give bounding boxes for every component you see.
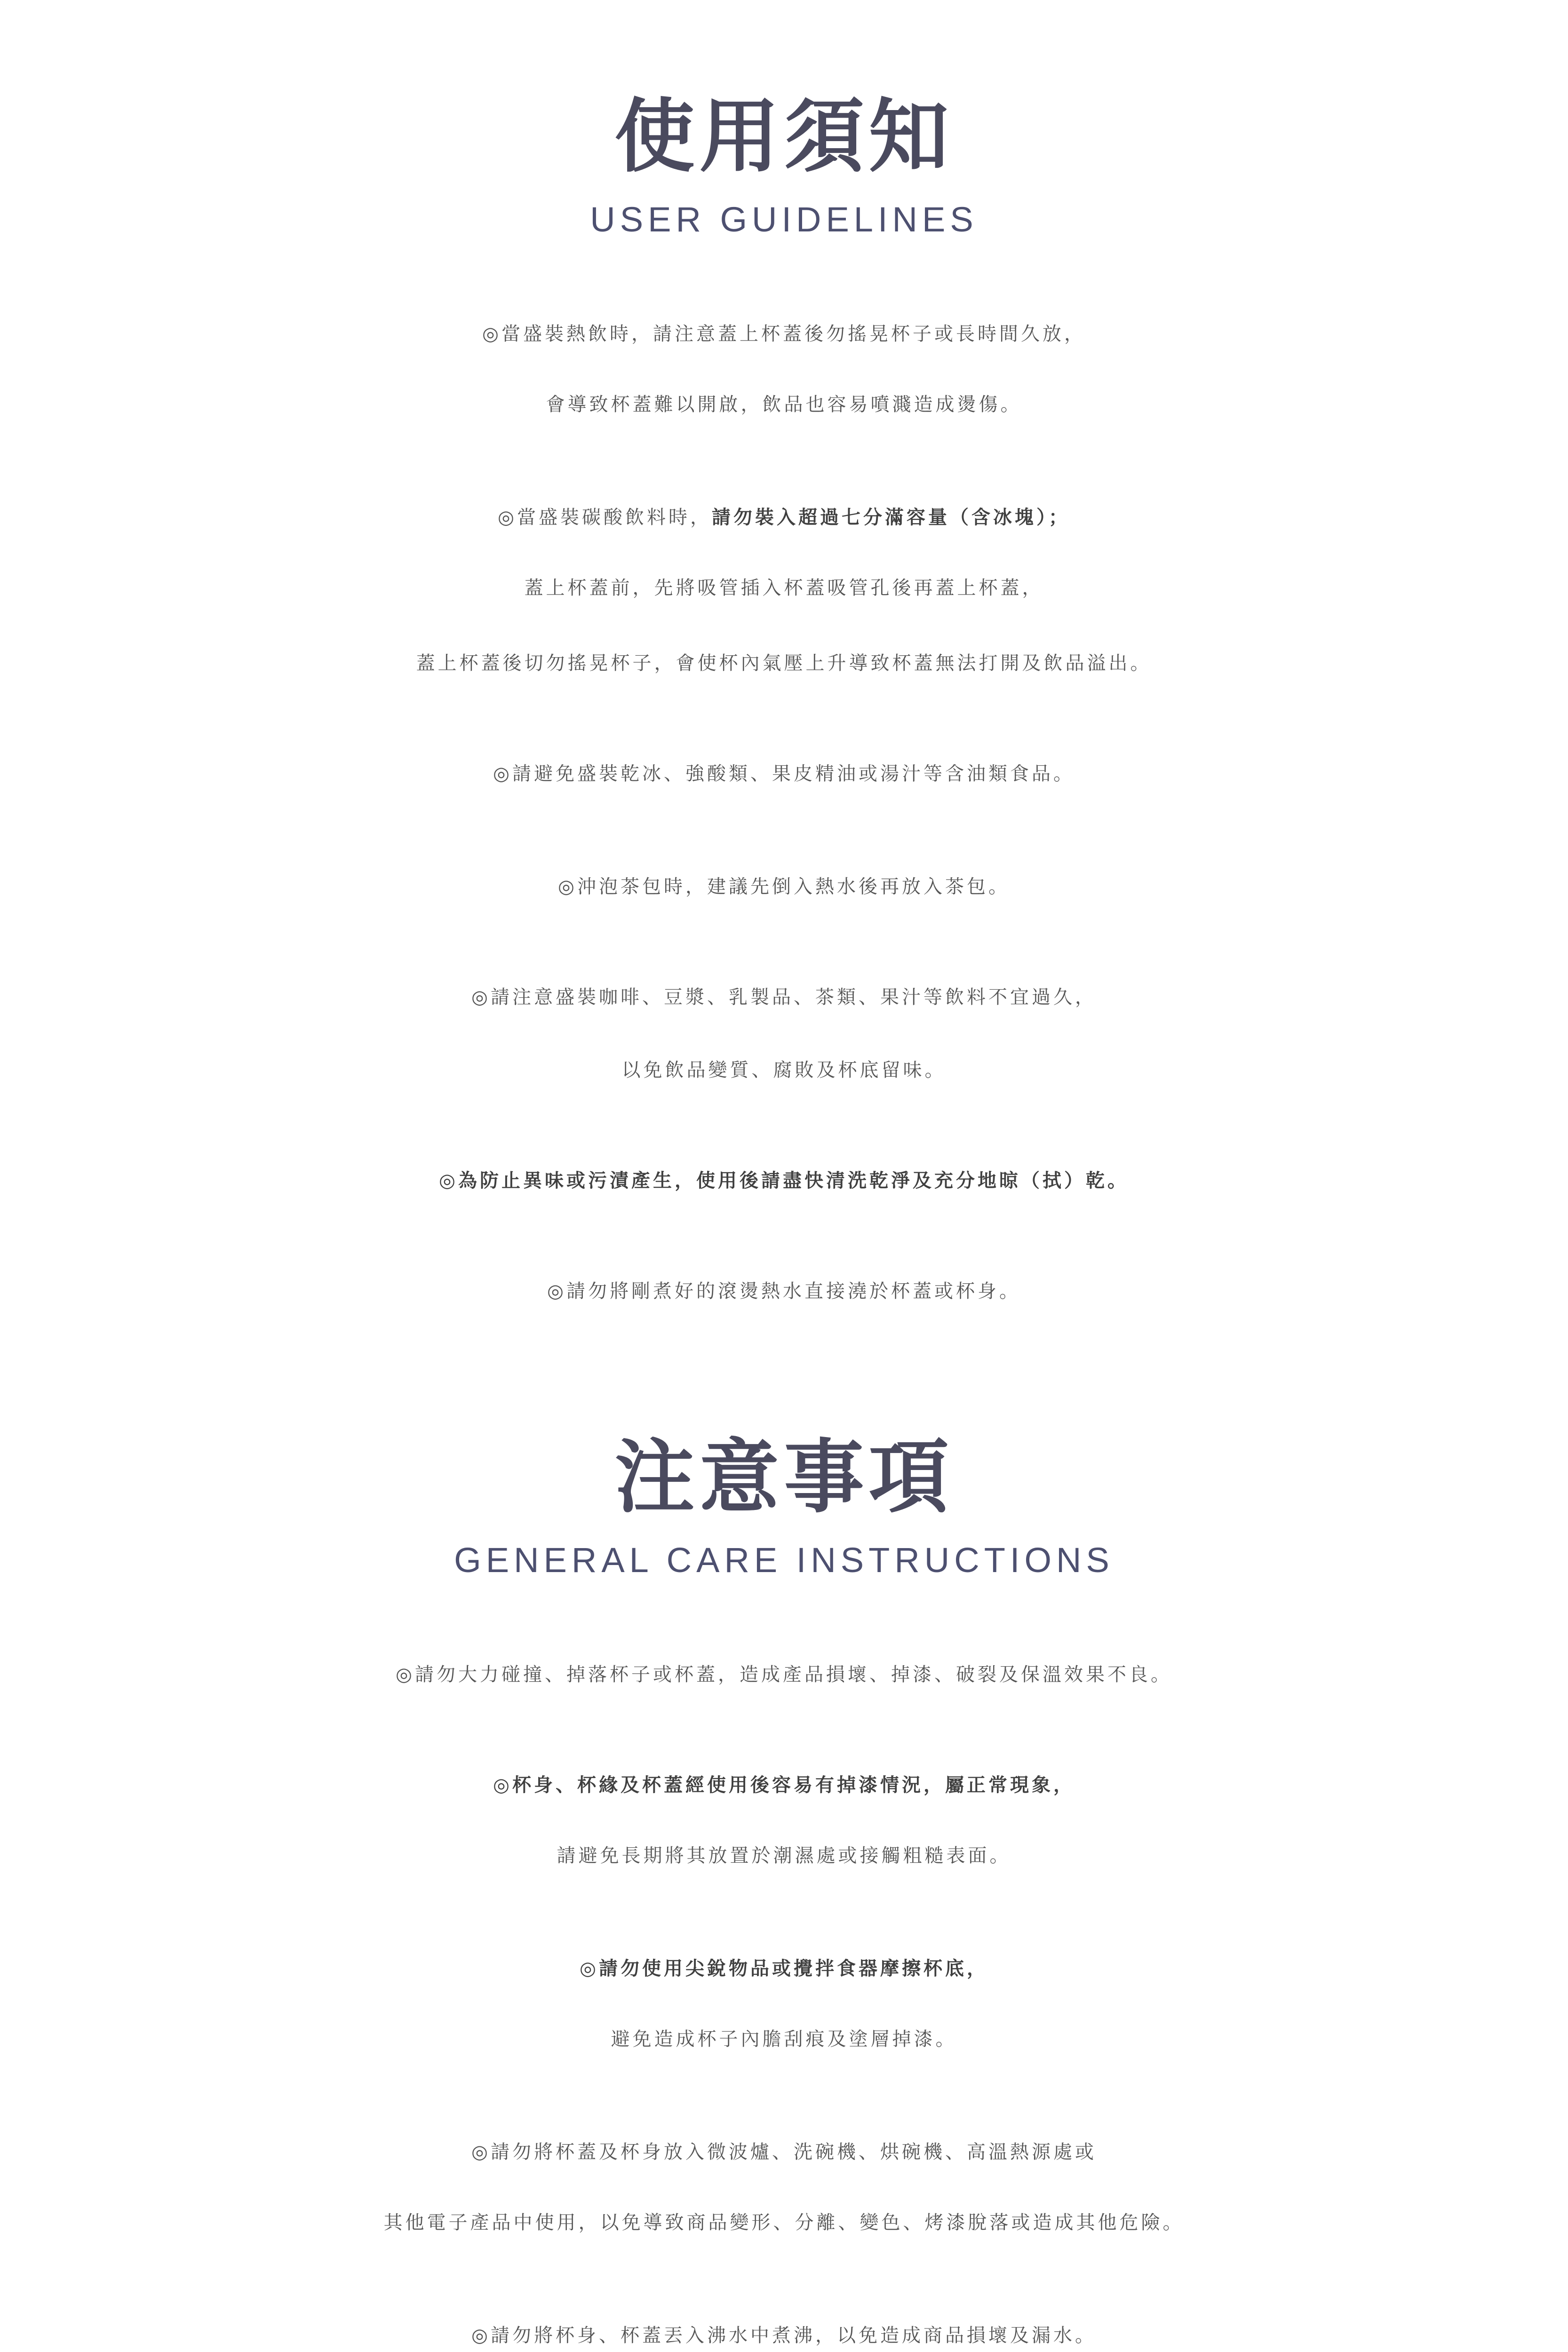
guideline-item-7-line-1: ◎請勿將剛煮好的滾燙熱水直接澆於杯蓋或杯身。 [547,1280,1021,1302]
guideline-item-1-line-1: ◎當盛裝熱飲時，請注意蓋上杯蓋後勿搖晃杯子或長時間久放， [482,323,1086,345]
guidelines-subtitle: USER GUIDELINES [590,200,978,239]
care-item-5-line-1: ◎請勿將杯身、杯蓋丟入沸水中煮沸，以免造成商品損壞及漏水。 [471,2325,1097,2346]
care-subtitle: GENERAL CARE INSTRUCTIONS [454,1541,1114,1580]
care-item-2-line-2: 請避免長期將其放置於潮濕處或接觸粗糙表面。 [557,1845,1011,1867]
guideline-item-2-line-2: 蓋上杯蓋前，先將吸管插入杯蓋吸管孔後再蓋上杯蓋， [524,577,1044,599]
guideline-item-1-line-2: 會導致杯蓋難以開啟，飲品也容易噴濺造成燙傷。 [546,394,1022,415]
guidelines-title: 使用須知 [614,89,954,183]
care-title: 注意事項 [614,1430,954,1524]
guideline-item-2-normal-text: ◎當盛裝碳酸飲料時， [498,507,712,528]
guideline-item-5-line-2: 以免飲品變質、腐敗及杯底留味。 [621,1059,947,1081]
guideline-item-2-line-1 [0,492,1568,543]
guideline-item-2-line-3: 蓋上杯蓋後切勿搖晃杯子，會使杯內氣壓上升導致杯蓋無法打開及飲品溢出。 [416,652,1152,674]
guideline-item-4-line-1: ◎沖泡茶包時，建議先倒入熱水後再放入茶包。 [558,876,1010,898]
care-item-4-line-1: ◎請勿將杯蓋及杯身放入微波爐、洗碗機、烘碗機、高溫熱源處或 [471,2141,1097,2163]
guideline-item-5-line-1: ◎請注意盛裝咖啡、豆漿、乳製品、茶類、果汁等飲料不宜過久， [471,986,1097,1008]
guideline-item-2-bold-text: 請勿裝入超過七分滿容量（含冰塊）； [711,507,1070,528]
guideline-item-3-line-1: ◎請避免盛裝乾冰、強酸類、果皮精油或湯汁等含油類食品。 [493,763,1075,785]
care-item-1-line-1: ◎請勿大力碰撞、掉落杯子或杯蓋，造成產品損壞、掉漆、破裂及保溫效果不良。 [396,1664,1172,1685]
care-item-3-line-1: ◎請勿使用尖銳物品或攪拌食器摩擦杯底， [580,1958,988,1979]
care-item-2-line-1: ◎杯身、杯緣及杯蓋經使用後容易有掉漆情況，屬正常現象， [493,1774,1075,1796]
care-item-4-line-2: 其他電子產品中使用，以免導致商品變形、分離、變色、烤漆脫落或造成其他危險。 [383,2212,1185,2233]
guideline-item-6-line-1: ◎為防止異味或污漬產生，使用後請盡快清洗乾淨及充分地晾（拭）乾。 [439,1170,1129,1192]
care-item-3-line-2: 避免造成杯子內膽刮痕及塗層掉漆。 [611,2028,957,2050]
